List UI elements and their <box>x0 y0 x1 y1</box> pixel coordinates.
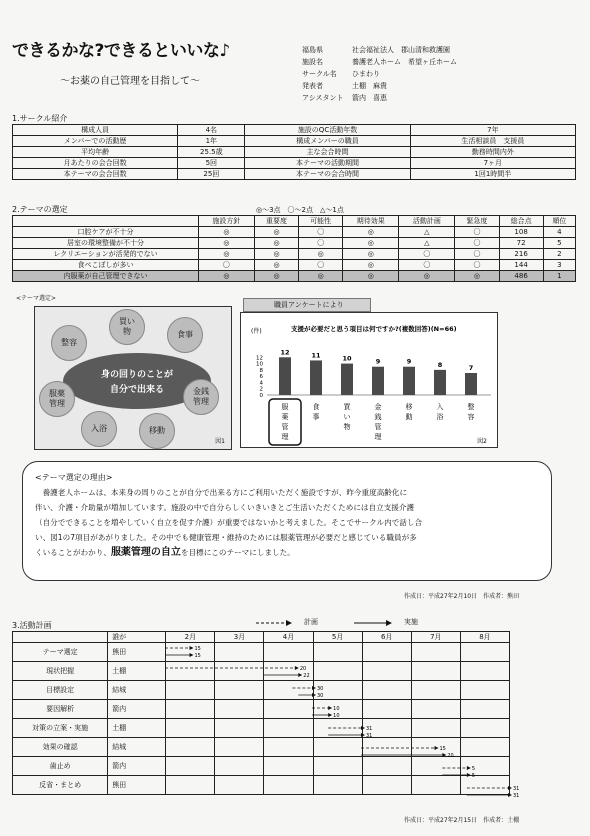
page-title: できるかな?できるといいな♪ <box>12 41 230 61</box>
theme-score-cell: ◎ <box>343 271 399 282</box>
theme-header-cell: 施設方針 <box>198 216 254 227</box>
theme-score-cell: ◎ <box>343 260 399 271</box>
actual-end-label: 20 <box>447 753 454 759</box>
plan-end-label: 10 <box>333 706 340 712</box>
theme-score-cell: 4 <box>543 227 575 238</box>
theme-score-cell: ◎ <box>399 271 455 282</box>
actual-end-label: 22 <box>303 673 310 679</box>
bar-value-label: 10 <box>342 354 352 363</box>
info-value: 箭内 喜恵 <box>352 94 387 102</box>
theme-header-cell <box>13 216 199 227</box>
plan-row <box>13 662 510 681</box>
category-label-char: 服 <box>281 403 289 411</box>
theme-score-cell: ◎ <box>254 260 298 271</box>
plan-month-cell <box>362 776 411 795</box>
plan-month-cell <box>460 757 509 776</box>
circle-cell: 構成人員 <box>13 125 178 136</box>
theme-name-cell: 食べこぼしが多い <box>13 260 199 271</box>
category-label-char: 容 <box>467 413 475 421</box>
plan-month-cell <box>411 681 460 700</box>
theme-score-cell: ◎ <box>254 249 298 260</box>
theme-score-cell: 〇 <box>299 238 343 249</box>
plan-month-cell <box>166 776 215 795</box>
plan-month-cell <box>313 757 362 776</box>
bubble-kaimono: 買い物 <box>109 309 145 345</box>
circle-cell: 本テーマの会合回数 <box>13 169 178 180</box>
theme-score-cell: 〇 <box>299 260 343 271</box>
figure-2 <box>240 312 498 448</box>
plan-month-cell <box>313 662 362 681</box>
category-label-char: 銭 <box>374 413 382 421</box>
theme-score-cell: 216 <box>499 249 543 260</box>
info-row <box>302 56 457 68</box>
plan-header-cell: 誰が <box>108 632 166 643</box>
bar <box>403 367 415 395</box>
actual-end-label: 30 <box>317 693 324 699</box>
plan-task-cell: 歯止め <box>13 757 108 776</box>
figure-label: 図2 <box>477 438 487 445</box>
theme-caption: <テーマ選定> <box>16 295 57 302</box>
plan-task-cell: 現状把握 <box>13 662 108 681</box>
plan-task-cell: 反省・まとめ <box>13 776 108 795</box>
category-label-char: 管 <box>281 423 289 431</box>
plan-month-cell <box>411 738 460 757</box>
actual-end-label: 5 <box>471 773 476 779</box>
theme-name-cell: 口腔ケアが不十分 <box>13 227 199 238</box>
plan-row <box>13 757 510 776</box>
bar <box>372 367 384 395</box>
section-heading-circle: 1.サークル紹介 <box>12 114 68 123</box>
plan-month-cell <box>215 757 264 776</box>
y-tick-label: 6 <box>259 374 263 381</box>
plan-owner-cell: 土棚 <box>108 662 166 681</box>
plan-month-cell <box>215 719 264 738</box>
circle-row <box>13 125 576 136</box>
theme-score-cell: 〇 <box>399 260 455 271</box>
plan-month-cell <box>411 776 460 795</box>
plan-end-label: 20 <box>299 666 307 672</box>
y-tick-label: 12 <box>256 355 263 362</box>
theme-row <box>13 249 576 260</box>
info-row <box>302 44 457 56</box>
theme-header-cell: 重要度 <box>254 216 298 227</box>
score-legend: ◎～3点 〇～2点 △～1点 <box>256 206 344 214</box>
plan-month-cell <box>460 776 509 795</box>
info-key: 施設名 <box>302 58 323 66</box>
plan-header-cell <box>13 632 108 643</box>
bubble-kinsen: 金銭管理 <box>183 379 219 415</box>
circle-cell: 生活相談員 支援員 <box>410 136 575 147</box>
plan-owner-cell: 結城 <box>108 681 166 700</box>
theme-score-cell: ◎ <box>343 227 399 238</box>
info-row <box>302 68 457 80</box>
plan-month-cell <box>166 757 215 776</box>
plan-end-label: 15 <box>194 646 201 652</box>
theme-score-cell: ◎ <box>343 238 399 249</box>
plan-month-cell <box>166 643 215 662</box>
plan-task-cell: 効果の確認 <box>13 738 108 757</box>
plan-row <box>13 700 510 719</box>
plan-month-cell <box>313 681 362 700</box>
center-text-2: 自分で出来る <box>109 385 164 395</box>
plan-month-cell <box>166 700 215 719</box>
bubble-shokuji: 食事 <box>167 317 203 353</box>
bar <box>465 373 477 395</box>
plan-month-cell <box>460 738 509 757</box>
bar <box>310 360 322 395</box>
legend-actual-label: 実施 <box>404 618 418 626</box>
plan-month-cell <box>215 700 264 719</box>
legend-plan-label: 計画 <box>304 618 318 626</box>
circle-row <box>13 136 576 147</box>
theme-name-cell: 内服薬が自己管理できない <box>13 271 199 282</box>
plan-owner-cell: 熊田 <box>108 776 166 795</box>
plan-task-cell: 対策の立案・実施 <box>13 719 108 738</box>
reason-heading: <テーマ選定の理由> <box>35 473 113 482</box>
plan-month-cell <box>215 738 264 757</box>
plan-month-cell <box>166 681 215 700</box>
info-value: 養護老人ホーム 希望ヶ丘ホーム <box>352 58 457 66</box>
info-key: 福島県 <box>302 46 323 54</box>
plan-month-cell <box>264 757 313 776</box>
plan-month-cell <box>215 776 264 795</box>
theme-score-cell: △ <box>399 238 455 249</box>
plan-end-label: 31 <box>366 726 373 732</box>
plan-month-cell <box>362 662 411 681</box>
plan-row <box>13 643 510 662</box>
theme-header-cell: 緊急度 <box>455 216 499 227</box>
bar-value-label: 12 <box>280 348 290 357</box>
theme-score-cell: 72 <box>499 238 543 249</box>
plan-month-cell <box>264 643 313 662</box>
plan-month-cell <box>411 643 460 662</box>
circle-cell: 25回 <box>178 169 245 180</box>
actual-end-label: 10 <box>333 713 340 719</box>
created-note-1: 作成日：平成27年2月10日 作成者：熊田 <box>404 593 520 600</box>
category-label-char: 理 <box>374 433 382 441</box>
chart-title: 支援が必要だと思う項目は何ですか?(複数回答)(N=66) <box>291 325 457 333</box>
theme-score-cell: 〇 <box>455 238 499 249</box>
survey-tag: 職員アンケートにより <box>243 298 371 312</box>
theme-score-cell: 3 <box>543 260 575 271</box>
bar-value-label: 11 <box>311 351 321 360</box>
plan-header-cell: 5月 <box>313 632 362 643</box>
plan-month-cell <box>362 719 411 738</box>
plan-legend <box>250 616 470 628</box>
plan-owner-cell: 土棚 <box>108 719 166 738</box>
theme-score-cell: 〇 <box>399 249 455 260</box>
circle-cell: 月あたりの会合回数 <box>13 158 178 169</box>
plan-month-cell <box>264 776 313 795</box>
bar-value-label: 9 <box>406 357 412 366</box>
info-key: 発表者 <box>302 82 323 90</box>
category-label-char: 金 <box>374 403 382 411</box>
theme-row <box>13 260 576 271</box>
category-label-char: 入 <box>436 403 444 411</box>
center-text-1: 身の回りのことが <box>100 370 173 380</box>
info-value: 社会福祉法人 郡山清和救護園 <box>352 46 450 54</box>
category-label-char: 買 <box>343 403 351 411</box>
circle-cell: 7ヶ月 <box>410 158 575 169</box>
theme-score-cell: 〇 <box>198 260 254 271</box>
circle-cell: 4名 <box>178 125 245 136</box>
circle-row <box>13 147 576 158</box>
plan-task-cell: テーマ選定 <box>13 643 108 662</box>
info-value: ひまわり <box>352 70 380 78</box>
plan-row <box>13 681 510 700</box>
theme-score-cell: 〇 <box>455 260 499 271</box>
info-row <box>302 92 457 104</box>
plan-month-cell <box>460 643 509 662</box>
theme-row <box>13 271 576 282</box>
circle-cell: 本テーマの会合時間 <box>245 169 410 180</box>
plan-header-cell: 7月 <box>411 632 460 643</box>
reason-emphasis: 服薬管理の自立 <box>110 547 181 558</box>
category-label-char: 動 <box>405 413 413 421</box>
circle-cell: 施設のQC活動年数 <box>245 125 410 136</box>
y-tick-label: 4 <box>259 380 263 387</box>
theme-header-cell: 活動計画 <box>399 216 455 227</box>
theme-name-cell: レクリエーションが活発的でない <box>13 249 199 260</box>
theme-score-cell: ◎ <box>198 271 254 282</box>
plan-task-cell: 目標設定 <box>13 681 108 700</box>
plan-header-cell: 4月 <box>264 632 313 643</box>
bubble-fukuyaku: 服薬管理 <box>39 381 75 417</box>
theme-score-cell: ◎ <box>455 271 499 282</box>
reason-last-pre: くいることがわかり、 <box>35 548 111 557</box>
plan-month-cell <box>215 643 264 662</box>
theme-score-cell: 〇 <box>299 227 343 238</box>
circle-row <box>13 169 576 180</box>
circle-cell: 1回1時間半 <box>410 169 575 180</box>
plan-month-cell <box>362 700 411 719</box>
theme-score-cell: ◎ <box>198 249 254 260</box>
plan-end-label: 15 <box>439 746 446 752</box>
theme-score-cell: 1 <box>543 271 575 282</box>
theme-score-cell: ◎ <box>198 238 254 249</box>
category-label-char: 薬 <box>281 413 289 421</box>
plan-month-cell <box>166 719 215 738</box>
plan-month-cell <box>460 681 509 700</box>
theme-score-cell: 108 <box>499 227 543 238</box>
category-label-char: 事 <box>312 413 320 421</box>
category-label-char: 管 <box>374 423 382 431</box>
plan-row <box>13 719 510 738</box>
category-label-char: 理 <box>281 433 289 441</box>
plan-month-cell <box>264 738 313 757</box>
plan-month-cell <box>460 719 509 738</box>
theme-score-cell: 〇 <box>455 227 499 238</box>
circle-cell: 構成メンバーの職員 <box>245 136 410 147</box>
section-heading-theme: 2.テーマの選定 <box>12 205 68 214</box>
plan-row <box>13 738 510 757</box>
plan-month-cell <box>166 738 215 757</box>
plan-owner-cell: 熊田 <box>108 643 166 662</box>
circle-cell: 勤務時間内外 <box>410 147 575 158</box>
plan-month-cell <box>411 662 460 681</box>
actual-end-label: 15 <box>194 653 201 659</box>
info-key: アシスタント <box>302 94 344 102</box>
circle-cell: 主な会合時間 <box>245 147 410 158</box>
category-label-char: い <box>343 413 351 421</box>
theme-header-cell: 順位 <box>543 216 575 227</box>
plan-header-cell: 8月 <box>460 632 509 643</box>
theme-header-cell: 期待効果 <box>343 216 399 227</box>
plan-month-cell <box>362 757 411 776</box>
plan-month-cell <box>362 738 411 757</box>
category-label-char: 移 <box>405 403 413 411</box>
plan-header-cell: 2月 <box>166 632 215 643</box>
theme-score-cell: 〇 <box>455 249 499 260</box>
plan-month-cell <box>362 643 411 662</box>
bar-value-label: 8 <box>437 360 443 369</box>
reason-line: い、図1の7項目があがりました。その中でも健康管理・維持のためには服薬管理が必要だと感じている職員が多 <box>35 533 417 542</box>
plan-month-cell <box>264 662 313 681</box>
chart-unit: (件) <box>251 328 262 335</box>
created-note-2: 作成日：平成27年2月15日 作成者：土棚 <box>404 817 520 824</box>
plan-table <box>12 631 510 795</box>
plan-month-cell <box>411 700 460 719</box>
theme-score-cell: ◎ <box>254 271 298 282</box>
plan-month-cell <box>215 681 264 700</box>
actual-end-label: 31 <box>366 733 373 739</box>
theme-score-cell: ◎ <box>299 249 343 260</box>
theme-score-cell: ◎ <box>254 227 298 238</box>
theme-score-cell: 144 <box>499 260 543 271</box>
plan-month-cell <box>313 700 362 719</box>
plan-month-cell <box>264 719 313 738</box>
survey-bar-chart <box>241 313 499 449</box>
theme-header-cell: 可能性 <box>299 216 343 227</box>
plan-month-cell <box>313 738 362 757</box>
circle-cell: 7年 <box>410 125 575 136</box>
bar <box>434 370 446 395</box>
plan-header-cell: 3月 <box>215 632 264 643</box>
plan-month-cell <box>264 681 313 700</box>
plan-end-label: 5 <box>471 766 476 772</box>
theme-score-cell: ◎ <box>343 249 399 260</box>
plan-month-cell <box>313 643 362 662</box>
bar-value-label: 9 <box>375 357 381 366</box>
plan-month-cell <box>411 757 460 776</box>
bubble-seiyou: 整容 <box>51 325 87 361</box>
theme-score-cell: 486 <box>499 271 543 282</box>
reason-line: 伴い、介護・介助量が増加しています。施設の中で自分らしくいきいきとご生活いただくためには自立支援介護 <box>35 503 415 512</box>
figure-1 <box>34 306 232 450</box>
circle-table <box>12 124 576 180</box>
theme-score-cell: △ <box>399 227 455 238</box>
theme-header-row <box>13 216 576 227</box>
plan-owner-cell: 結城 <box>108 738 166 757</box>
circle-cell: メンバーでの活動歴 <box>13 136 178 147</box>
circle-cell: 5回 <box>178 158 245 169</box>
theme-row <box>13 238 576 249</box>
plan-header-cell: 6月 <box>362 632 411 643</box>
plan-end-label: 30 <box>317 686 324 692</box>
plan-month-cell <box>264 700 313 719</box>
reason-box <box>22 461 552 581</box>
y-tick-label: 2 <box>259 386 263 393</box>
theme-score-cell: 5 <box>543 238 575 249</box>
y-tick-label: 10 <box>256 361 263 368</box>
theme-score-cell: ◎ <box>299 271 343 282</box>
plan-owner-cell: 箭内 <box>108 700 166 719</box>
theme-header-cell: 総合点 <box>499 216 543 227</box>
author-info <box>302 44 457 104</box>
actual-end-label: 31 <box>513 793 520 799</box>
circle-cell: 25.5歳 <box>178 147 245 158</box>
y-tick-label: 8 <box>259 367 263 374</box>
bar-value-label: 7 <box>468 364 474 372</box>
reason-line: 養護老人ホームは、本来身の周りのことが自分で出来る方にご利用いただく施設ですが、昨今重度高齢化に <box>42 488 408 497</box>
bar <box>341 364 353 395</box>
theme-row <box>13 227 576 238</box>
plan-owner-cell: 箭内 <box>108 757 166 776</box>
info-row <box>302 80 457 92</box>
plan-month-cell <box>460 662 509 681</box>
plan-header-row <box>13 632 510 643</box>
figure-label: 図1 <box>215 438 225 445</box>
reason-last-post: を目標にこのテーマにしました。 <box>180 548 295 557</box>
plan-month-cell <box>460 700 509 719</box>
reason-line-last <box>35 545 539 560</box>
y-tick-label: 0 <box>259 393 263 399</box>
section-heading-plan: 3.活動計画 <box>12 621 52 630</box>
bubble-nyuyoku: 入浴 <box>81 411 117 447</box>
plan-month-cell <box>215 662 264 681</box>
theme-score-cell: 2 <box>543 249 575 260</box>
theme-table <box>12 215 576 282</box>
theme-score-cell: ◎ <box>254 238 298 249</box>
category-label-char: 物 <box>343 423 351 431</box>
circle-row <box>13 158 576 169</box>
bar <box>279 357 291 395</box>
category-label-char: 食 <box>312 403 320 411</box>
circle-cell: 平均年齢 <box>13 147 178 158</box>
bubble-idou: 移動 <box>139 413 175 449</box>
plan-end-label: 31 <box>513 786 520 792</box>
theme-name-cell: 居室の環境整備が不十分 <box>13 238 199 249</box>
plan-month-cell <box>362 681 411 700</box>
plan-task-cell: 要因解析 <box>13 700 108 719</box>
page-subtitle: ～お薬の自己管理を目指して～ <box>60 76 200 87</box>
category-label-char: 整 <box>467 403 475 411</box>
circle-cell: 1年 <box>178 136 245 147</box>
plan-month-cell <box>313 719 362 738</box>
info-value: 土棚 麻貴 <box>352 82 387 90</box>
reason-line: （自分でできることを増やしていく自立を促す介護）が重要ではないかと考えました。そこでサークル内で話し合 <box>35 518 423 527</box>
plan-month-cell <box>411 719 460 738</box>
circle-cell: 本テーマの活動期間 <box>245 158 410 169</box>
theme-score-cell: ◎ <box>198 227 254 238</box>
category-label-char: 浴 <box>436 413 444 421</box>
plan-month-cell <box>166 662 215 681</box>
plan-month-cell <box>313 776 362 795</box>
info-key: サークル名 <box>302 70 337 78</box>
plan-row <box>13 776 510 795</box>
